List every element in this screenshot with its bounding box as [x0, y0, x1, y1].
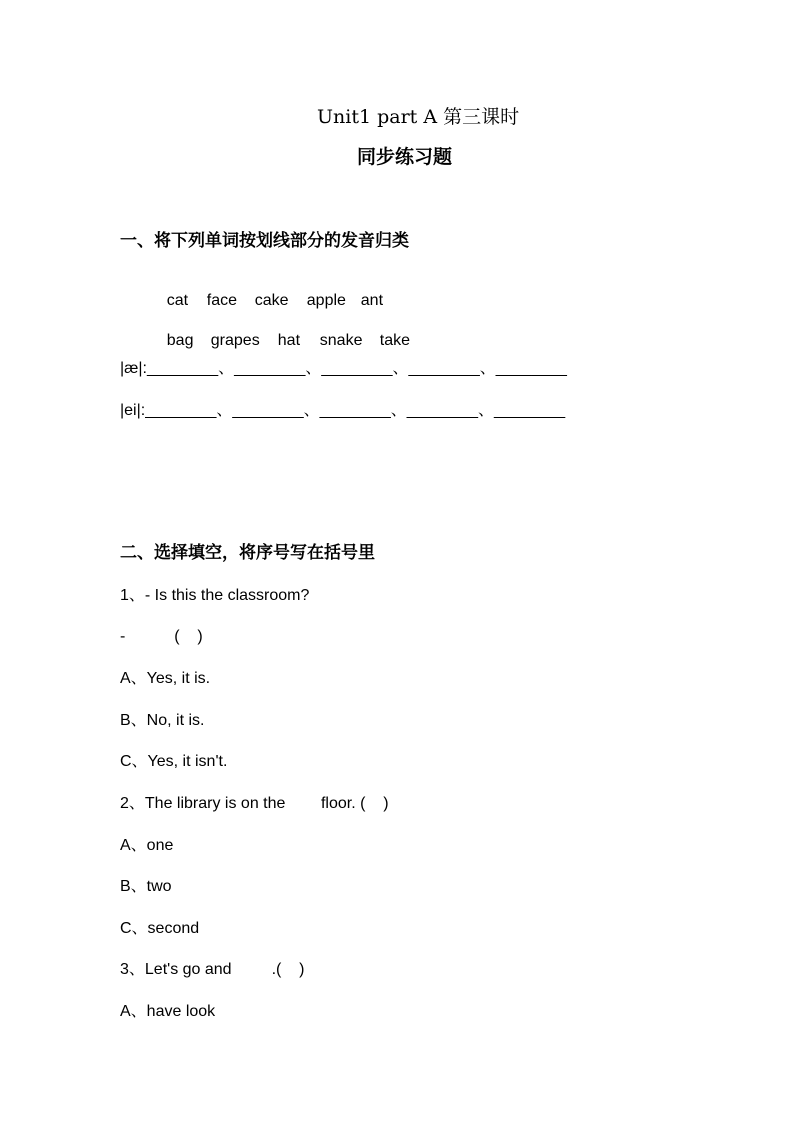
- word: snake: [319, 332, 363, 349]
- question-2: 2、The library is on the floor. ( ): [120, 795, 389, 812]
- word: hat: [277, 332, 301, 349]
- option-2c: C、second: [120, 920, 200, 937]
- option-1b: B、No, it is.: [120, 712, 205, 729]
- page-subtitle: 同步练习题: [357, 146, 453, 168]
- option-2a: A、one: [120, 837, 174, 854]
- word: face: [206, 292, 238, 309]
- word: cake: [254, 292, 289, 309]
- question-3: 3、Let's go and .( ): [120, 961, 305, 978]
- word-row-2: [149, 317, 410, 365]
- section2-heading: 二、选择填空，将序号写在括号里: [120, 543, 375, 563]
- question-1: 1、- Is this the classroom?: [120, 587, 310, 604]
- option-1c: C、Yes, it isn't.: [120, 753, 228, 770]
- word: take: [379, 332, 411, 349]
- word: cat: [166, 292, 189, 309]
- section1-heading: 一、将下列单词按划线部分的发音归类: [120, 231, 409, 251]
- blank-line-ei: |ei|:________、________、________、________、________: [120, 402, 566, 419]
- page-title: Unit1 part A 第三课时: [317, 106, 520, 128]
- option-1a: A、Yes, it is.: [120, 670, 211, 687]
- word: ant: [360, 292, 384, 309]
- word: apple: [306, 292, 346, 309]
- blank-line-ae: |æ|:________、________、________、________、________: [120, 360, 567, 377]
- option-2b: B、two: [120, 878, 172, 895]
- answer-line-1: - ( ): [120, 628, 203, 645]
- word: bag: [166, 332, 194, 349]
- option-3a: A、have look: [120, 1003, 216, 1020]
- word: grapes: [210, 332, 260, 349]
